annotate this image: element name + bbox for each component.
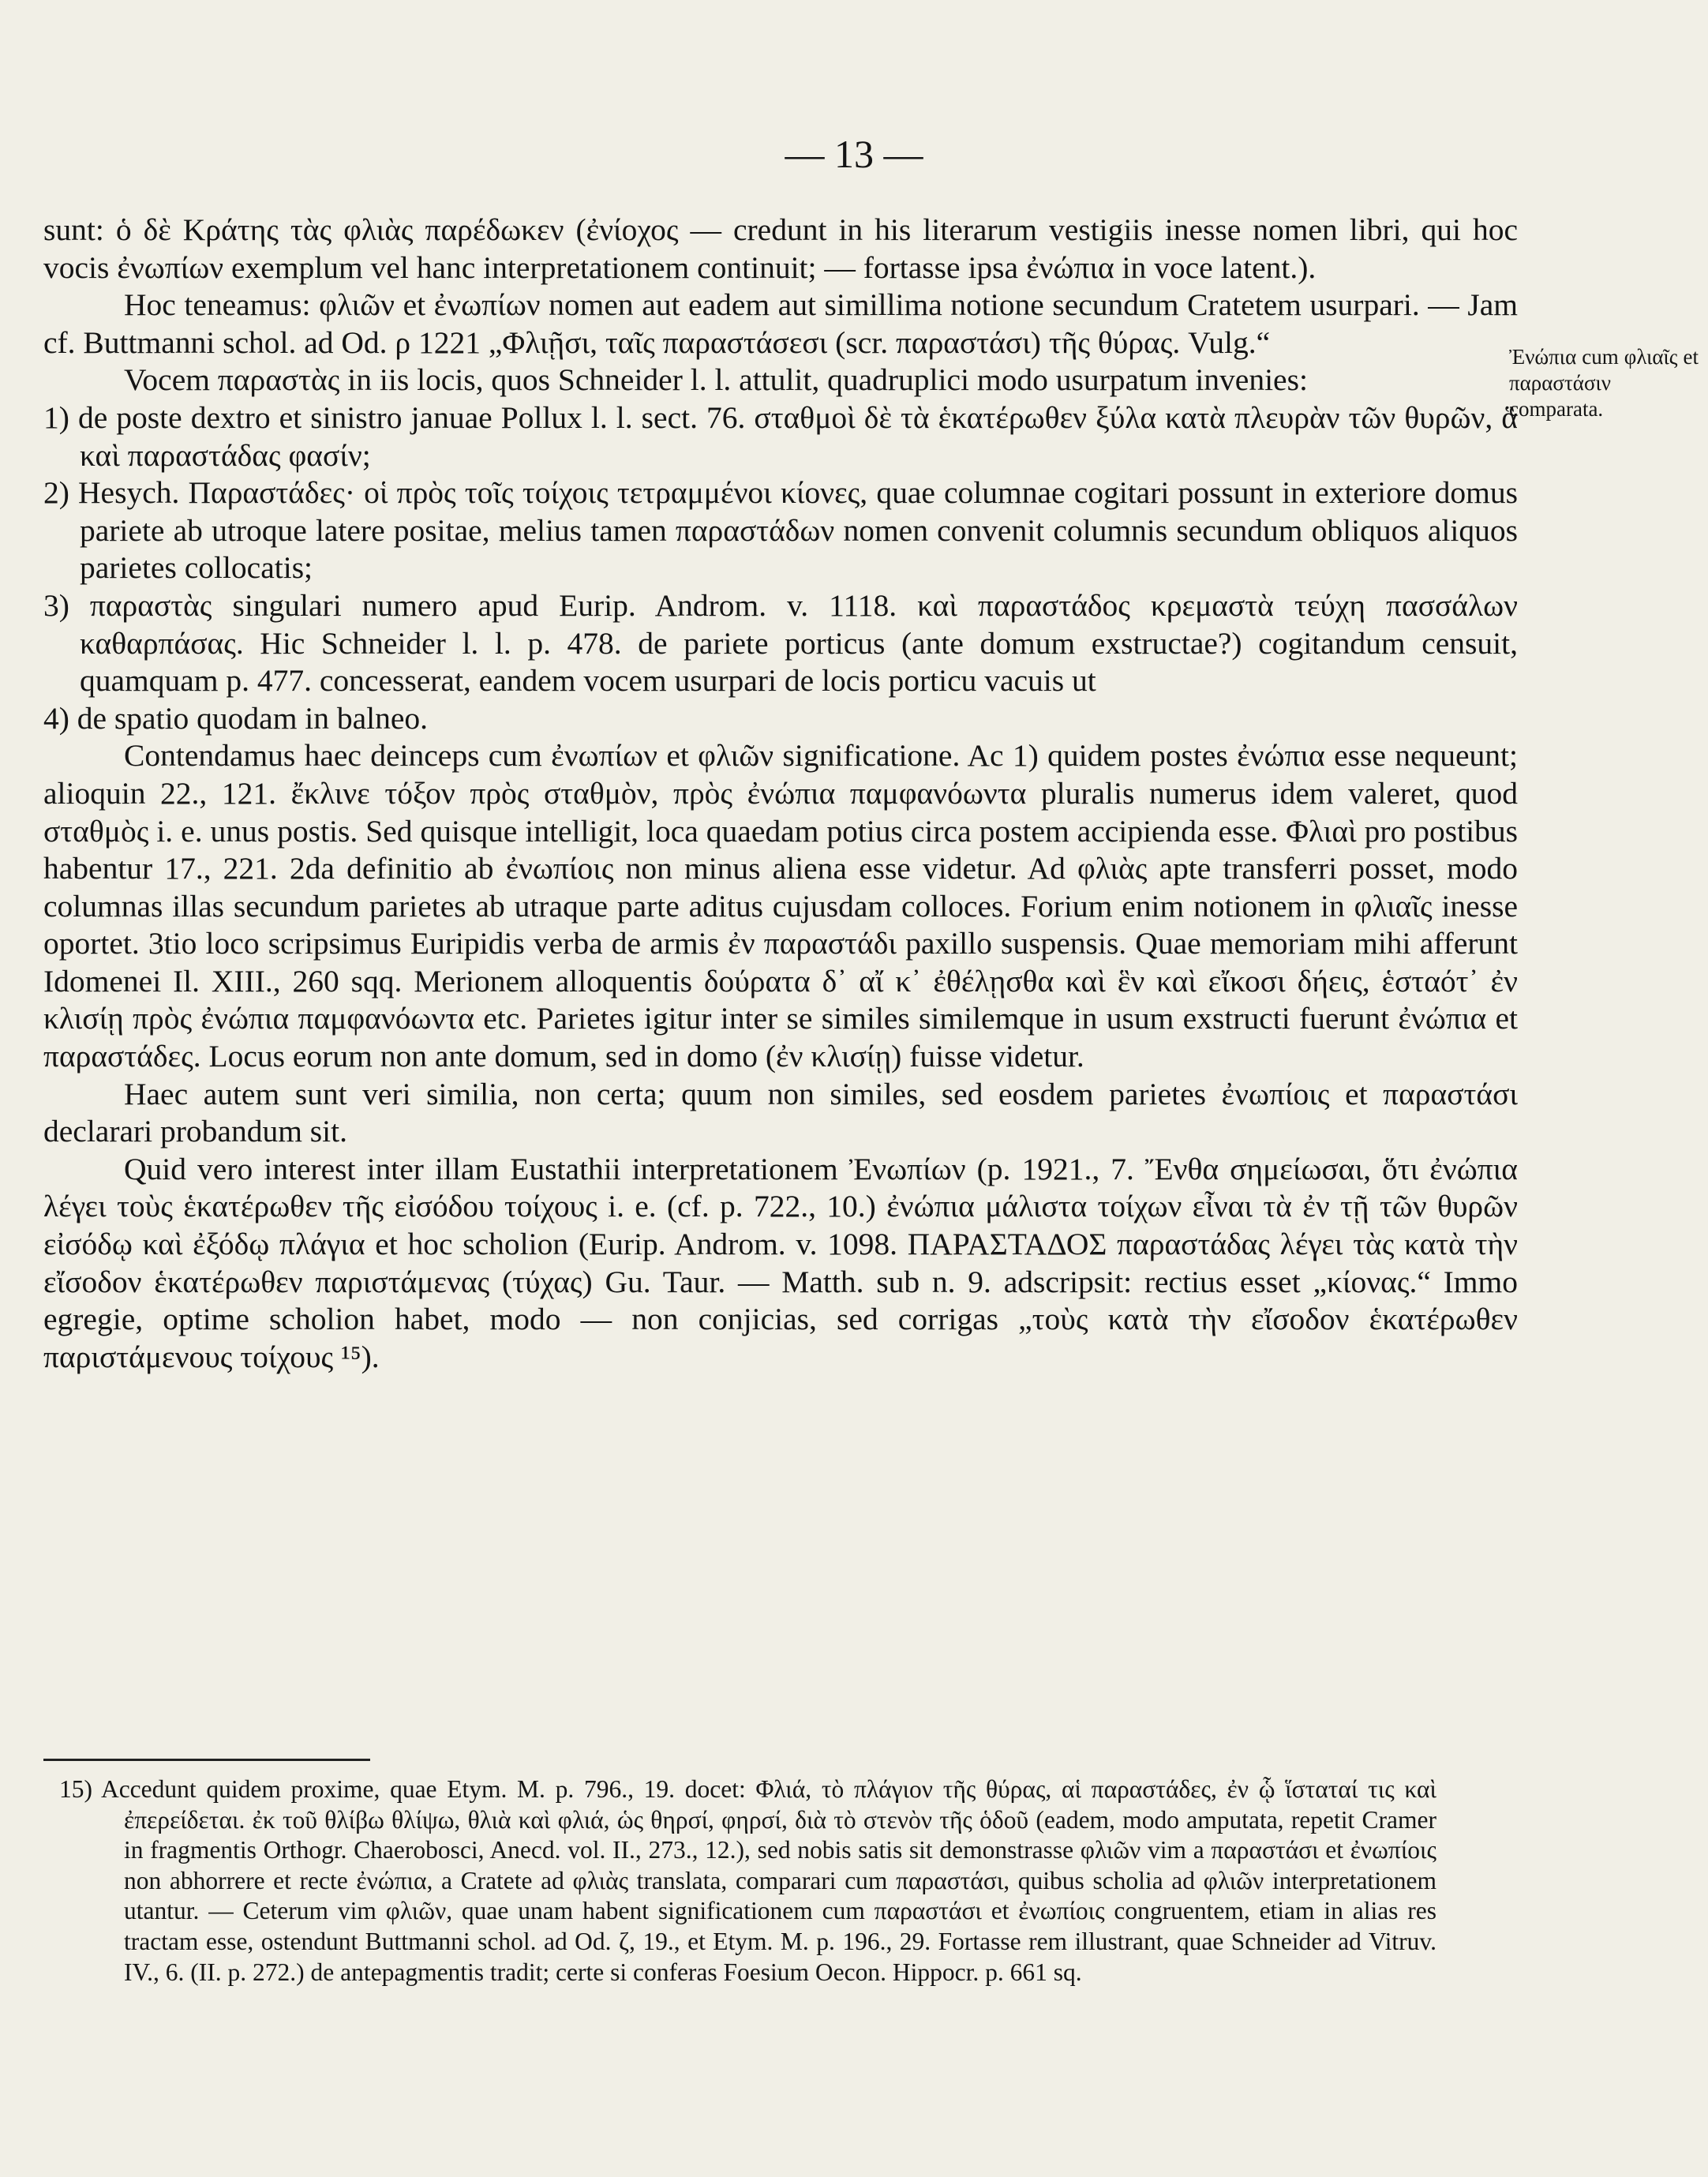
paragraph: Quid vero interest inter illam Eustathii interpretationem Ἐνωπίων (p. 1921., 7. Ἔνθα σημείωσαι, ὅτι ἐνώπια λέγει τοὺς ἑκατέρωθεν τῆς εἰσόδου τοίχους i. e. (cf. p. 722., 10.) ἐνώπια μάλιστα τοίχων εἶναι τὰ ἐν τῇ τῶν θυρῶν εἰσόδῳ καὶ ἐξόδῳ πλάγια et hoc scholion (Eurip. Androm. v. 1098. ΠΑΡΑΣΤΑΔΟΣ παραστάδας λέγει τὰς κατὰ τὴν εἴσοδον ἑκατέρωθεν παριστάμενας (τύχας) Gu. Taur. — Matth. sub n. 9. adscripsit: rectius esset „κίονας.“ Immo egregie, optime scholion habet, modo — non conjicias, sed corrigas „τοὺς κατὰ τὴν εἴσοδον ἑκατέρωθεν παριστάμενους τοίχους ¹⁵). bbox=[43, 1151, 1518, 1374]
list-item: 2) Hesych. Παραστάδες· οἱ πρὸς τοῖς τοίχοις τετραμμένοι κίονες, quae columnae cogitari possunt in exteriore domus pariete ab utroque latere positae, melius tamen παραστάδων nomen convenit columnis secundum obliquos aliquos parietes collocatis; bbox=[43, 475, 1518, 586]
paragraph: Hoc teneamus: φλιῶν et ἐνωπίων nomen aut eadem aut simillima notione secundum Cratetem usurpari. — Jam cf. Buttmanni schol. ad Od. ρ 1221 „Φλιῇσι, ταῖς παραστάσεσι (scr. παραστάσι) τῆς θύρας. Vulg.“ bbox=[43, 287, 1518, 360]
page-number: — 13 — bbox=[785, 132, 923, 176]
main-text bbox=[43, 212, 1518, 1376]
margin-note: Ἐνώπια cum φλιαῖς et παραστάσιν comparata. bbox=[1509, 345, 1699, 421]
paragraph: Vocem παραστὰς in iis locis, quos Schneider l. l. attulit, quadruplici modo usurpatum invenies: bbox=[124, 362, 1308, 398]
list-item: 1) de poste dextro et sinistro januae Pollux l. l. sect. 76. σταθμοὶ δὲ τὰ ἑκατέρωθεν ξύλα κατὰ πλευρὰν τῶν θυρῶν, ἃ καὶ παραστάδας φασίν; bbox=[43, 399, 1518, 473]
paragraph: Contendamus haec deinceps cum ἐνωπίων et φλιῶν significatione. Ac 1) quidem postes ἐνώπια esse nequeunt; alioquin 22., 121. ἔκλινε τόξον πρὸς σταθμὸν, πρὸς ἐνώπια παμφανόωντα pluralis numerus idem valeret, quod σταθμὸς i. e. unus postis. Sed quisque intelligit, loca quaedam potius circa postem accipienda esse. Φλιαὶ pro postibus habentur 17., 221. 2da definitio ab ἐνωπίοις non minus aliena esse videtur. Ad φλιὰς apte transferri posset, modo columnas illas secundum parietes ab utraque parte aditus cujusdam colloces. Forium enim notionem in φλιαῖς inesse oportet. 3tio loco scripsimus Euripidis verba de armis ἐν παραστάδι paxillo suspensis. Quae memoriam mihi afferunt Idomenei Il. XIII., 260 sqq. Merionem alloquentis δούρατα δ᾽ αἴ κ᾽ ἐθέλῃσθα καὶ ἓν καὶ εἴκοσι δήεις, ἑσταότ᾽ ἐν κλισίῃ πρὸς ἐνώπια παμφανόωντα etc. Parietes igitur inter se similes similemque in usum exstructi fuerunt ἐνώπια et παραστάδες. Locus eorum non ante domum, sed in domo (ἐν κλισίῃ) fuisse videtur. bbox=[43, 738, 1518, 1074]
paragraph: sunt: ὁ δὲ Κράτης τὰς φλιὰς παρέδωκεν (ἐνίοχος — credunt in his literarum vestigiis inesse nomen libri, qui hoc vocis ἐνωπίων exemplum vel hanc interpretationem continuit; — fortasse ipsa ἐνώπια in voce latent.). bbox=[43, 212, 1518, 285]
list-item: 3) παραστὰς singulari numero apud Eurip. Androm. v. 1118. καὶ παραστάδος κρεμαστὰ τεύχη πασσάλων καθαρπάσας. Hic Schneider l. l. p. 478. de pariete porticus (ante domum exstructae?) cogitandum censuit, quamquam p. 477. concesserat, eandem vocem usurpari de locis porticu vacuis ut bbox=[43, 587, 1518, 699]
footnotes bbox=[59, 1774, 1436, 1988]
footnote-rule bbox=[43, 1759, 370, 1761]
paragraph: Haec autem sunt veri similia, non certa; quum non similes, sed eosdem parietes ἐνωπίοις et παραστάσι declarari probandum sit. bbox=[43, 1076, 1518, 1149]
list-item: 4) de spatio quodam in balneo. bbox=[43, 700, 429, 736]
footnote: 15) Accedunt quidem proxime, quae Etym. M. p. 796., 19. docet: Φλιά, τὸ πλάγιον τῆς θύρας, αἱ παραστάδες, ἐν ᾧ ἵσταταί τις καὶ ἐπερείδεται. ἐκ τοῦ θλίβω θλίψω, θλιὰ καὶ φλιά, ὡς θηρσί, φηρσί, διὰ τὸ στενὸν τῆς ὁδοῦ (eadem, modo amputata, repetit Cramer in fragmentis Orthogr. Chaerobosci, Anecd. vol. II., 273., 12.), sed nobis satis sit demonstrasse φλιῶν vim a παραστάσι et ἐνωπίοις non abhorrere et recte ἐνώπια, a Cratete ad φλιὰς translata, comparari cum παραστάσι, quibus scholia ad φλιῶν interpretationem utantur. — Ceterum vim φλιῶν, quae unam habent significationem cum παραστάσι et ἐνωπίοις congruentem, etiam in alias res tractam esse, ostendunt Buttmanni schol. ad Od. ζ, 19., et Etym. M. p. 196., 29. Fortasse rem illustrant, quae Schneider ad Vitruv. IV., 6. (II. p. 272.) de antepagmentis tradit; certe si conferas Foesium Oecon. Hippocr. p. 661 sq. bbox=[59, 1775, 1436, 1986]
